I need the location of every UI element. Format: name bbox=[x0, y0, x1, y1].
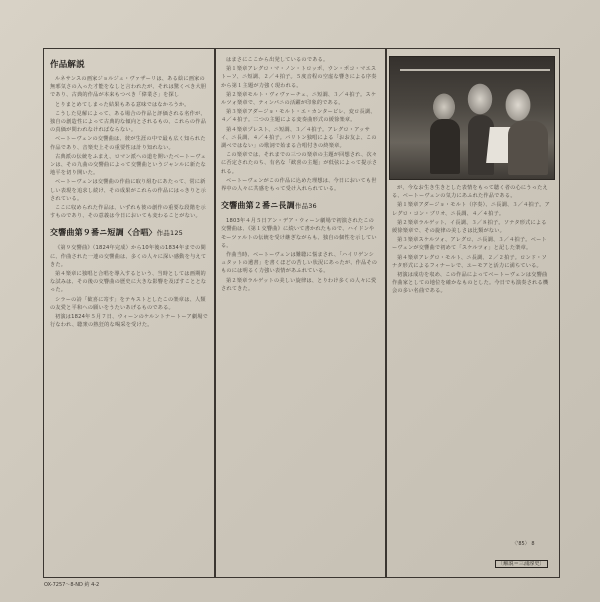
paragraph: こうした見解によって、ある場合の作品と評価される名作が、独自の創造性によって古典的な傾向とされるもの、これらの作品の真価が問われなければならない。 bbox=[50, 110, 207, 134]
paragraph: 1803年４月５日アン・デア・ウィーン劇場で初演されたこの交響曲は、《第１交響曲》に続いて書かれたもので、ハイドンやモーツァルトの伝統を受け継ぎながらも、独自の個性を示している。 bbox=[221, 218, 377, 249]
column-2 bbox=[221, 56, 379, 572]
opus-number: 作品36 bbox=[294, 202, 317, 211]
paragraph: 第１楽章アレグロ・マ・ノン・トロッポ、ウン・ポコ・マエストーソ、ニ短調、２／４拍子。５度音程の空虚な響きによる序奏から第１主題が力強く現われる。 bbox=[221, 66, 377, 89]
paragraph: 第３楽章スケルツォ、アレグロ、ニ長調、３／４拍子。ベートーヴェンが交響曲で初めて「スケルツォ」と記した楽章。 bbox=[392, 237, 547, 252]
column-3 bbox=[392, 184, 552, 534]
column-1 bbox=[50, 56, 208, 572]
paragraph: 作曲当時、ベートーヴェンは難聴に悩まされ、「ハイリゲンシュタットの遺書」を書くほどの苦しい状況にあったが、作品そのものには明るく力強い表情があふれている。 bbox=[221, 252, 378, 275]
body-text-block bbox=[50, 244, 208, 329]
body-text-block bbox=[221, 217, 379, 293]
work-title: 交響曲第９番ニ短調〈合唱〉 bbox=[50, 228, 157, 238]
paragraph: 第２楽章ラルゲットの美しい旋律は、とりわけ多くの人々に愛されてきた。 bbox=[221, 277, 377, 292]
body-text-block bbox=[50, 75, 208, 220]
paragraph: ここに収められた作品は、いずれも彼の創作の重要な段階を示すものであり、その意義は今日においても変わることがない。 bbox=[50, 205, 206, 220]
paragraph: ベートーヴェンは交響曲の作曲に取り組むにあたって、常に新しい表現を追求し続け、その成果がこれらの作品にはっきりと示されている。 bbox=[50, 179, 207, 202]
body-text-block bbox=[392, 184, 552, 296]
paragraph: ベートーヴェンがこの作品に込めた理想は、今日においても世界中の人々に共感をもって受け入れられている。 bbox=[221, 177, 377, 193]
paragraph: 《第９交響曲》（1824年完成）から10年後の1834年までの間に、作曲された一連の交響曲は、多くの人々に深い感動を与えてきた。 bbox=[50, 245, 207, 268]
paragraph: 第２楽章ラルゲット、イ長調、３／８拍子。ソナタ形式による緩徐楽章で、その旋律の美しさは比類がない。 bbox=[392, 219, 547, 235]
paragraph: 第４楽章アレグロ・モルト、ニ長調、２／２拍子。ロンド・ソナタ形式によるフィナーレで、ユーモアと活力に満ちている。 bbox=[392, 254, 548, 269]
body-text-block bbox=[221, 56, 379, 193]
paragraph: 第３楽章アダージョ・モルト・エ・カンタービレ、変ロ長調、４／４拍子。二つの主題による変奏曲形式の緩徐楽章。 bbox=[221, 109, 376, 124]
year-mark: 〈'85〉 8 bbox=[512, 541, 535, 547]
rehearsal-photo bbox=[389, 56, 555, 180]
paragraph: 第１楽章アダージョ・モルト（序奏）、ニ長調、３／４拍子。アレグロ・コン・ブリオ、ニ長調、４／４拍子。 bbox=[392, 202, 551, 217]
paragraph: 初演は成功を収め、この作品によってベートーヴェンは交響曲作曲家としての地位を確かなものとした。今日でも演奏される機会の多い名曲である。 bbox=[392, 272, 549, 295]
commentary-credit: 〔解説＝三浦淳史〕 bbox=[495, 560, 548, 567]
paragraph: 第４楽章に独唱と合唱を導入するという、当時としては画期的な試みは、その後の交響曲の歴史に大きな影響を及ぼすこととなった。 bbox=[50, 271, 207, 294]
paragraph: ルネサンスの画家ジョルジュ・ヴァザーリは、ある絵に画家の無邪気さの入った才能をなしと言われたが、それは驚くべき大胆であり、古典的作品が本来もつべき「偉業さ」を探し bbox=[50, 76, 207, 99]
paragraph: ベートーヴェンの交響曲は、彼が生涯の中で最も広く知られた作品であり、音楽史上その重要性は計り知れない。 bbox=[50, 136, 206, 151]
paragraph: が、今なお生き生きとした表情をもって聴く者の心にうったえる、ベートーヴェンの気力にあふれた作品である。 bbox=[392, 185, 548, 200]
paragraph: 古典派の伝統をふまえ、ロマン派への道を開いたベートーヴェンは、その九曲の交響曲によって交響曲というジャンルに新たな地平を切り開いた。 bbox=[50, 153, 207, 177]
paragraph: 初演は1824年５月７日、ウィーンのケルントナートーア劇場で行なわれ、聴衆の熱狂的な喝采を受けた。 bbox=[50, 314, 208, 329]
work-title: 交響曲第２番ニ長調 bbox=[221, 201, 295, 211]
paragraph: シラーの詩「歓喜に寄す」をテキストとしたこの楽章は、人類の友愛と平和への願いをうたいあげるものである。 bbox=[50, 296, 206, 311]
section-heading: 作品解説 bbox=[50, 60, 85, 70]
opus-number: 作品125 bbox=[156, 229, 184, 238]
column-divider bbox=[385, 48, 387, 578]
catalog-code: OX-7257～8-ND 約 4-2 bbox=[44, 582, 100, 588]
paragraph: この楽章では、それまでの三つの楽章の主題が回想され、次々に否定されたのち、有名な「歓喜の主題」が低弦によって提示される。 bbox=[221, 152, 378, 175]
column-divider bbox=[214, 48, 216, 578]
paragraph: 第４楽章プレスト、ニ短調、３／４拍子。アレグロ・アッサイ、ニ長調、４／４拍子。バリトン独唱による「おお友よ、この調べではない」の歌詞で始まる合唱付きの終楽章。 bbox=[221, 126, 377, 150]
paragraph: とりまとめてしまった結果もある意味ではなかろうか。 bbox=[55, 101, 190, 108]
paragraph: はまさにここから出発しているのである。 bbox=[226, 57, 329, 63]
paragraph: 第２楽章モルト・ヴィヴァーチェ、ニ短調、３／４拍子。スケルツォ楽章で、ティンパニの活躍が印象的である。 bbox=[221, 91, 377, 107]
work-heading bbox=[221, 200, 379, 212]
work-heading bbox=[50, 227, 208, 239]
